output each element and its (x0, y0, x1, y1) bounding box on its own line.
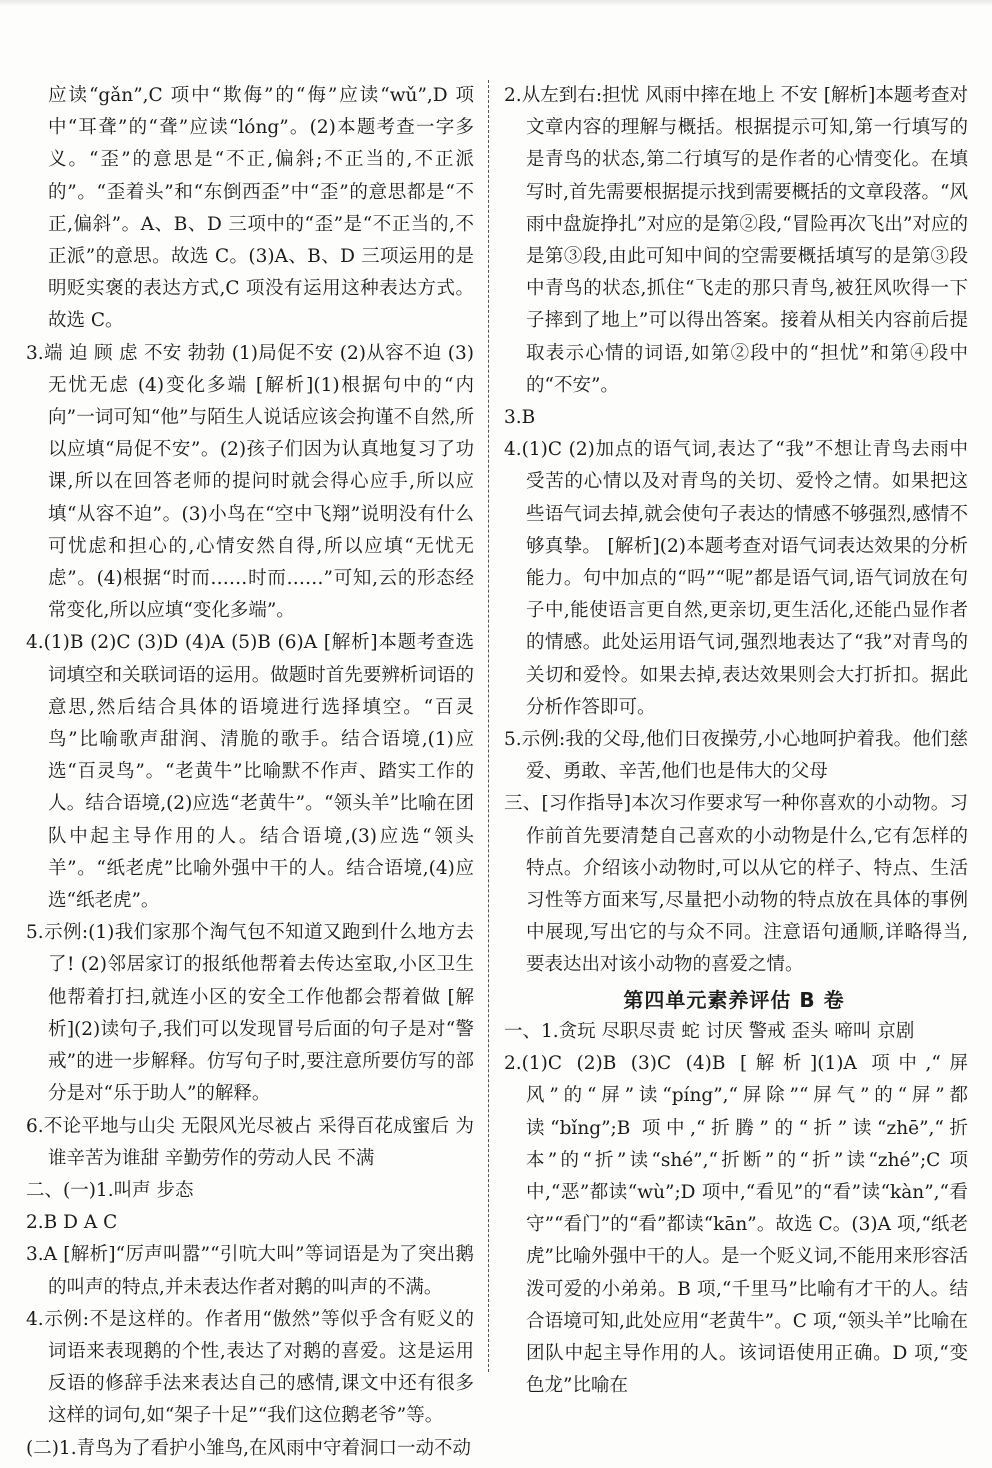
unit-section-title: 第四单元素养评估 B 卷 (623, 987, 845, 1012)
answer-item: 4.示例:不是这样的。作者用“傲然”等似乎含有贬义的词语来表现鹅的个性,表达了对鹅的喜爱。这是运用反语的修辞手法来表达自己的感情,课文中还有很多这样的词句,如“架子十足”“我们这位鹅老爷”等。 (26, 1308, 474, 1427)
answer-item: 5.示例:(1)我们家那个淘气包不知道又跑到什么地方去了! (2)邻居家订的报纸他帮着去传达室取,小区卫生他帮着打扫,就连小区的安全工作他都会帮着做 [解析](2)读句子,我们可以发现冒号后面的句子是对“警戒”的进一步解释。仿写句子时,要注意所要仿写的部分是对“乐于助人”的解释。 (26, 922, 474, 1105)
answer-item: 2.(1)C (2)B (3)C (4)B [解析](1)A 项中,“屏风”的“屏”读“píng”,“屏除”“屏气”的“屏”都读“bǐng”;B 项中,“折腾”的“折”读“zhē”,“折本”的“折”读“shé”,“折断”的“折”读“zhé”;C 项中,“恶”都读“wù”;D 项中,“看见”的“看”读“kàn”,“看守”“看门”的“看”都读“kān”。故选 C。(3)A 项,“纸老虎”比喻外强中干的人。是一个贬义词,不能用来形容活泼可爱的小弟弟。B 项,“千里马”比喻有才干的人。结合语境可知,此处应用“老黄牛”。C 项,“领头羊”比喻在团队中起主导作用的人。该词语使用正确。D 项,“变色龙”比喻在 (504, 1053, 968, 1397)
left-column (22, 80, 474, 1465)
answer-item: 应读“gǎn”,C 项中“欺侮”的“侮”应读“wǔ”,D 项中“耳聋”的“聋”应读“lóng”。(2)本题考查一字多义。“歪”的意思是“不正,偏斜;不正当的,不正派的”。“歪着头”和“东倒西歪”中“歪”的意思都是“不正,偏斜”。A、B、D 三项中的“歪”是“不正当的,不正派”的意思。故选 C。(3)A、B、D 三项运用的是明贬实褒的表达方式,C 项没有运用这种表达方式。故选 C。 (48, 85, 474, 332)
answer-item: 2.从左到右:担忧 风雨中摔在地上 不安 [解析]本题考查对文章内容的理解与概括。根据提示可知,第一行填写的是青鸟的状态,第二行填写的是作者的心情变化。在填写时,首先需要根据提示找到需要概括的文章段落。“风雨中盘旋挣扎”对应的是第②段,“冒险再次飞出”对应的是第③段,由此可知中间的空需要概括填写的是第③段中青鸟的状态,抓住“飞走的那只青鸟,被狂风吹得一下子摔到了地上”可以得出答案。接着从相关内容前后提取表示心情的词语,如第②段中的“担忧”和第④段中的“不安”。 (504, 85, 968, 396)
answer-item: (二)1.青鸟为了看护小雏鸟,在风雨中守着洞口一动不动 (26, 1437, 471, 1459)
answer-item: 三、[习作指导]本次习作要求写一种你喜欢的小动物。习作前首先要清楚自己喜欢的小动物是什么,它有怎样的特点。介绍该小动物时,可以从它的样子、特点、生活习性等方面来写,尽量把小动物的特点放在具体的事例中展现,写出它的与众不同。注意语句通顺,详略得当,要表达出对该小动物的喜爱之情。 (504, 793, 968, 976)
page-top-edge (0, 0, 992, 6)
answer-item: 一、1.贪玩 尽职尽责 蛇 讨厌 警戒 歪头 啼叫 京剧 (504, 1020, 915, 1042)
answer-item: 二、(一)1.叫声 步态 (26, 1179, 194, 1201)
right-column (500, 80, 968, 1402)
answer-item: 2.B D A C (26, 1212, 118, 1234)
column-divider (488, 80, 489, 1372)
answer-item: 5.示例:我的父母,他们日夜操劳,小心地呵护着我。他们慈爱、勇敢、辛苦,他们也是伟大的父母 (504, 729, 968, 783)
answer-item: 6.不论平地与山尖 无限风光尽被占 采得百花成蜜后 为谁辛苦为谁甜 辛勤劳作的劳动人民 不满 (26, 1115, 474, 1169)
answer-item: 3.A [解析]“厉声叫嚣”“引吭大叫”等词语是为了突出鹅的叫声的特点,并未表达作者对鹅的叫声的不满。 (26, 1244, 474, 1298)
answer-item: 4.(1)B (2)C (3)D (4)A (5)B (6)A [解析]本题考查选词填空和关联词语的运用。做题时首先要辨析词语的意思,然后结合具体的语境进行选择填空。“百灵鸟”比喻歌声甜润、清脆的歌手。结合语境,(1)应选“百灵鸟”。“老黄牛”比喻默不作声、踏实工作的人。结合语境,(2)应选“老黄牛”。“领头羊”比喻在团队中起主导作用的人。结合语境,(3)应选“领头羊”。“纸老虎”比喻外强中干的人。结合语境,(4)应选“纸老虎”。 (26, 632, 474, 912)
answer-item: 3.端 迫 顾 虑 不安 勃勃 (1)局促不安 (2)从容不迫 (3)无忧无虑 (4)变化多端 [解析](1)根据句中的“内向”一词可知“他”与陌生人说话应该会拘谨不自然,所以应填“局促不安”。(2)孩子们因为认真地复习了功课,所以在回答老师的提问时就会得心应手,所以应填“从容不迫”。(3)小鸟在“空中飞翔”说明没有什么可忧虑和担心的,心情安然自得,所以应填“无忧无虑”。(4)根据“时而……时而……”可知,云的形态经常变化,所以应填“变化多端”。 (26, 342, 474, 622)
answer-item: 4.(1)C (2)加点的语气词,表达了“我”不想让青鸟去雨中受苦的心情以及对青鸟的关切、爱怜之情。如果把这些语气词去掉,就会使句子表达的情感不够强烈,感情不够真挚。 [解析](2)本题考查对语气词表达效果的分析能力。句中加点的“吗”“呢”都是语气词,语气词放在句子中,能使语言更自然,更亲切,更生活化,还能凸显作者的情感。此处运用语气词,强烈地表达了“我”对青鸟的关切和爱怜。如果去掉,表达效果则会大打折扣。据此分析作答即可。 (504, 439, 968, 718)
answer-item: 3.B (504, 407, 536, 429)
